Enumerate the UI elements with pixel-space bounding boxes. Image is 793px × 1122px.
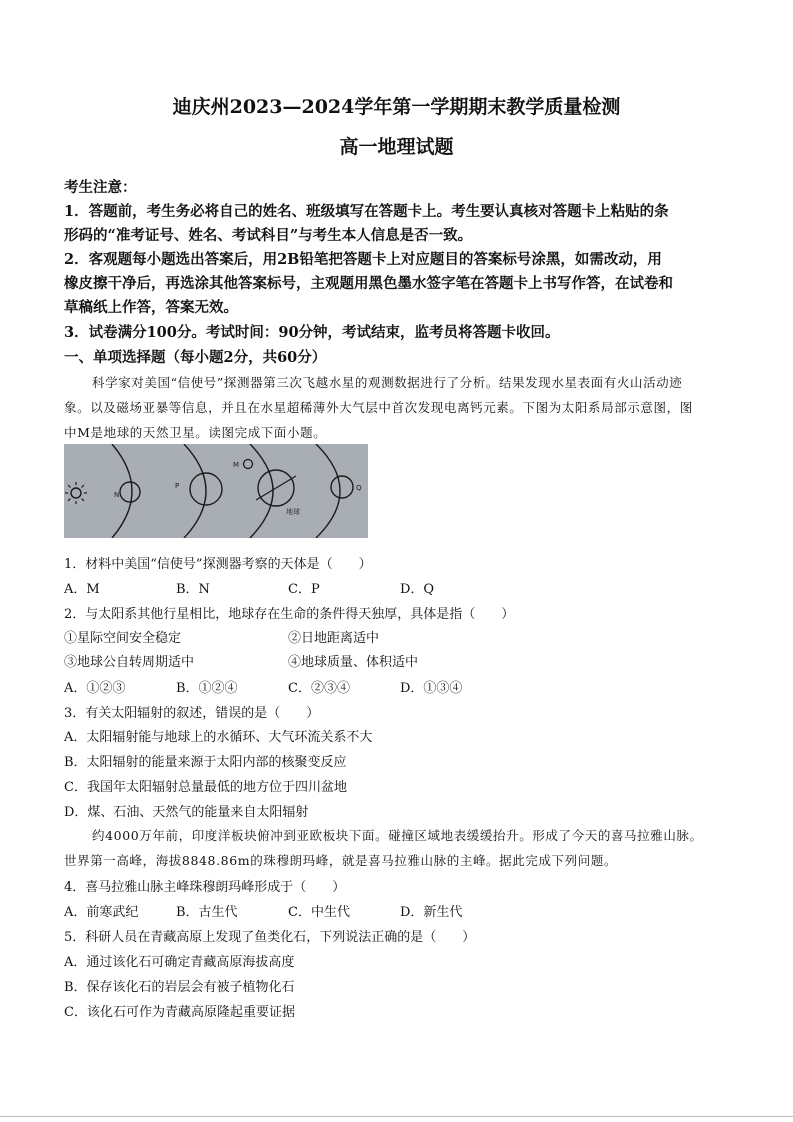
notice-line: 橡皮擦干净后，再选涂其他答案标号，主观题用黑色墨水签字笔在答题卡上书写作答，在试卷和: [64, 275, 673, 292]
material-paragraph: 世界第一高峰，海拔8848.86m的珠穆朗玛峰，就是喜马拉雅山脉的主峰。据此完成下列问题。: [64, 853, 618, 868]
exam-title: 迪庆州2023—2024学年第一学期期末教学质量检测: [172, 96, 621, 118]
q1-option-d: D．Q: [400, 582, 435, 597]
q4-option-d: D．新生代: [400, 905, 463, 920]
sun-icon: [65, 482, 87, 504]
question-3-stem: 3．有关太阳辐射的叙述，错误的是（ ）: [64, 706, 320, 721]
question-5-stem: 5．科研人员在青藏高原上发现了鱼类化石，下列说法正确的是（ ）: [64, 930, 476, 945]
orbit-earth: [250, 444, 273, 538]
label-earth: 地球: [286, 508, 300, 516]
solar-system-figure: [64, 444, 368, 538]
q2-option-c: C．②③④: [288, 681, 350, 696]
q2-choice-1: ①星际空间安全稳定: [64, 631, 182, 646]
notice-line: 草稿纸上作答，答案无效。: [64, 299, 238, 316]
question-2-stem: 2．与太阳系其他行星相比，地球存在生命的条件得天独厚，具体是指（ ）: [64, 607, 515, 622]
q2-option-b: B．①②④: [176, 681, 238, 696]
q2-choice-2: ②日地距离适中: [288, 631, 380, 646]
label-q: Q: [356, 484, 362, 492]
section-title: 一、单项选择题（每小题2分，共60分）: [64, 349, 327, 366]
orbit-q: [316, 444, 340, 538]
q3-option-d: D．煤、石油、天然气的能量来自太阳辐射: [64, 805, 309, 820]
material-paragraph: 象。以及磁场亚暴等信息，并且在水星超稀薄外大气层中首次发现电离钙元素。下图为太阳系局部示意图，图: [64, 400, 693, 415]
q1-option-b: B．N: [176, 582, 210, 597]
q4-option-b: B．古生代: [176, 905, 238, 920]
q5-option-b: B．保存该化石的岩层会有被子植物化石: [64, 980, 295, 995]
question-4-stem: 4．喜马拉雅山脉主峰珠穆朗玛峰形成于（ ）: [64, 880, 346, 895]
solar-system-diagram: [64, 444, 368, 538]
planet-n: [120, 482, 140, 502]
moon-m: [244, 460, 253, 469]
q4-option-c: C．中生代: [288, 905, 350, 920]
q5-option-a: A．通过该化石可确定青藏高原海拔高度: [64, 955, 295, 970]
material-paragraph: 约4000万年前，印度洋板块俯冲到亚欧板块下面。碰撞区域地表缓缓抬升。形成了今天的喜马拉雅山脉。: [92, 828, 703, 843]
notice-line: 形码的“准考证号、姓名、考试科目”与考生本人信息是否一致。: [64, 227, 473, 244]
planet-q: [331, 476, 353, 498]
earth-axis: [256, 476, 296, 500]
notice-line: 1．答题前，考生务必将自己的姓名、班级填写在答题卡上。考生要认真核对答题卡上粘贴的条: [64, 203, 669, 220]
label-p: P: [175, 482, 180, 490]
q3-option-c: C．我国年太阳辐射总量最低的地方位于四川盆地: [64, 780, 347, 795]
q2-choice-3: ③地球公自转周期适中: [64, 655, 195, 670]
q5-option-c: C．该化石可作为青藏高原隆起重要证据: [64, 1005, 295, 1020]
material-paragraph: 科学家对美国“信使号”探测器第三次飞越水星的观测数据进行了分析。结果发现水星表面有火山活动迹: [92, 375, 683, 390]
page-bottom-rule: [0, 1116, 793, 1117]
q2-choice-4: ④地球质量、体积适中: [288, 655, 419, 670]
q4-option-a: A．前寒武纪: [64, 905, 139, 920]
q1-option-a: A．M: [64, 582, 100, 597]
notice-heading: 考生注意：: [64, 179, 137, 196]
q3-option-a: A．太阳辐射能与地球上的水循环、大气环流关系不大: [64, 730, 373, 745]
notice-line: 3．试卷满分100分。考试时间：90分钟，考试结束，监考员将答题卡收回。: [64, 324, 560, 341]
q3-option-b: B．太阳辐射的能量来源于太阳内部的核聚变反应: [64, 755, 347, 770]
label-n: N: [114, 491, 120, 499]
q2-option-a: A．①②③: [64, 681, 126, 696]
q1-option-c: C．P: [288, 582, 320, 597]
q2-option-d: D．①③④: [400, 681, 463, 696]
label-m: M: [233, 461, 240, 469]
material-paragraph: 中M是地球的天然卫星。读图完成下面小题。: [64, 425, 327, 440]
notice-line: 2．客观题每小题选出答案后，用2B铅笔把答题卡上对应题目的答案标号涂黑，如需改动，用: [64, 251, 662, 268]
question-1-stem: 1．材料中美国“信使号”探测器考察的天体是（ ）: [64, 557, 372, 572]
exam-subtitle: 高一地理试题: [339, 136, 454, 158]
orbit-p: [184, 444, 206, 538]
